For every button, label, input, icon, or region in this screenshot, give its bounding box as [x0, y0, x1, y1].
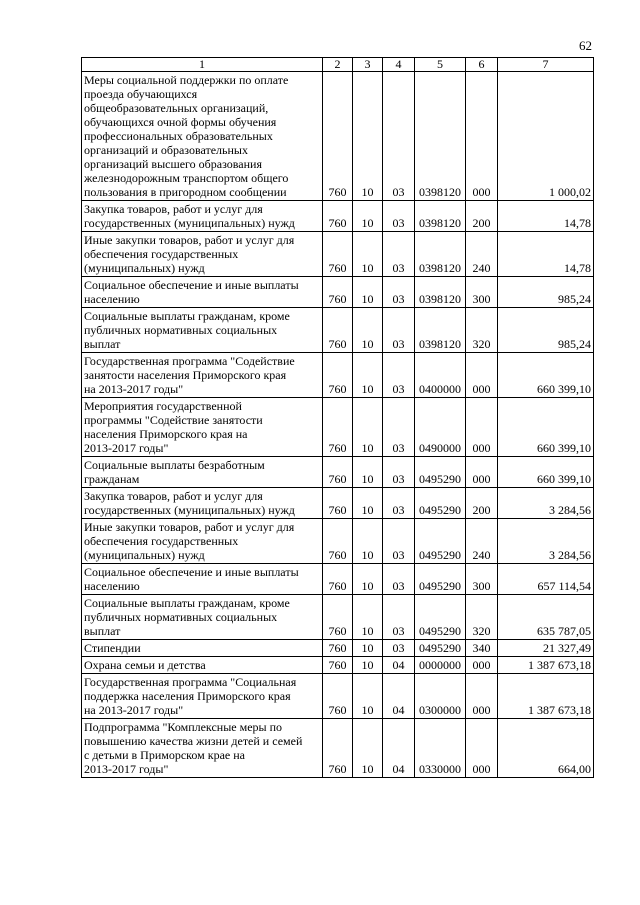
row-code-5: 0495290	[415, 564, 466, 595]
row-name: Социальные выплаты гражданам, кроме публичных нормативных социальных выплат	[82, 595, 323, 640]
row-code-5: 0495290	[415, 519, 466, 564]
row-amount: 660 399,10	[498, 457, 594, 488]
row-code-4: 03	[383, 277, 415, 308]
row-amount: 14,78	[498, 232, 594, 277]
row-code-2: 760	[323, 595, 353, 640]
row-code-4: 04	[383, 674, 415, 719]
row-name: Закупка товаров, работ и услуг для государственных (муниципальных) нужд	[82, 201, 323, 232]
header-col-5: 5	[415, 58, 466, 72]
row-code-2: 760	[323, 657, 353, 674]
row-code-5: 0398120	[415, 72, 466, 201]
row-code-3: 10	[353, 657, 383, 674]
table-row	[82, 398, 594, 457]
table-row	[82, 232, 594, 277]
table-row	[82, 201, 594, 232]
page-number: 62	[579, 38, 592, 53]
row-amount: 664,00	[498, 719, 594, 778]
table-row	[82, 353, 594, 398]
row-code-2: 760	[323, 232, 353, 277]
header-col-6: 6	[466, 58, 498, 72]
row-code-4: 03	[383, 519, 415, 564]
row-code-3: 10	[353, 277, 383, 308]
row-amount: 985,24	[498, 308, 594, 353]
row-code-3: 10	[353, 232, 383, 277]
header-col-7: 7	[498, 58, 594, 72]
row-code-6: 000	[466, 657, 498, 674]
row-code-2: 760	[323, 719, 353, 778]
header-col-1: 1	[82, 58, 323, 72]
row-code-4: 03	[383, 72, 415, 201]
table-row	[82, 277, 594, 308]
row-code-2: 760	[323, 277, 353, 308]
row-name: Подпрограмма "Комплексные меры по повышению качества жизни детей и семей с детьми в Приморском крае на 2013-2017 годы"	[82, 719, 323, 778]
table-row	[82, 488, 594, 519]
row-name: Меры социальной поддержки по оплате проезда обучающихся общеобразовательных организаций, обучающихся очной формы обучения профессиональных образовательных организаций и образовательных организаций высшего образования железнодорожным транспортом общего пользования в пригородном сообщении	[82, 72, 323, 201]
row-code-6: 320	[466, 595, 498, 640]
header-col-4: 4	[383, 58, 415, 72]
row-code-5: 0495290	[415, 457, 466, 488]
budget-table	[81, 57, 594, 778]
row-code-4: 04	[383, 719, 415, 778]
table-row	[82, 457, 594, 488]
row-code-5: 0000000	[415, 657, 466, 674]
table-row	[82, 595, 594, 640]
row-code-4: 03	[383, 488, 415, 519]
row-amount: 3 284,56	[498, 488, 594, 519]
row-code-6: 200	[466, 488, 498, 519]
row-code-6: 000	[466, 457, 498, 488]
row-code-4: 03	[383, 201, 415, 232]
table-row	[82, 519, 594, 564]
row-code-2: 760	[323, 353, 353, 398]
table-row	[82, 657, 594, 674]
table-body	[82, 72, 594, 778]
row-code-2: 760	[323, 72, 353, 201]
table-row	[82, 72, 594, 201]
row-code-6: 000	[466, 398, 498, 457]
row-code-6: 000	[466, 719, 498, 778]
header-col-3: 3	[353, 58, 383, 72]
row-amount: 660 399,10	[498, 353, 594, 398]
row-name: Иные закупки товаров, работ и услуг для обеспечения государственных (муниципальных) нужд	[82, 519, 323, 564]
row-code-5: 0495290	[415, 595, 466, 640]
row-code-3: 10	[353, 72, 383, 201]
row-code-6: 300	[466, 564, 498, 595]
row-code-6: 240	[466, 519, 498, 564]
table-row	[82, 640, 594, 657]
table-row	[82, 564, 594, 595]
row-code-6: 240	[466, 232, 498, 277]
row-code-6: 000	[466, 353, 498, 398]
row-code-5: 0495290	[415, 488, 466, 519]
row-code-6: 300	[466, 277, 498, 308]
row-code-3: 10	[353, 353, 383, 398]
row-code-5: 0398120	[415, 201, 466, 232]
row-code-4: 03	[383, 232, 415, 277]
row-name: Государственная программа "Социальная поддержка населения Приморского края на 2013-2017 годы"	[82, 674, 323, 719]
row-code-2: 760	[323, 398, 353, 457]
row-code-5: 0398120	[415, 277, 466, 308]
row-name: Закупка товаров, работ и услуг для государственных (муниципальных) нужд	[82, 488, 323, 519]
row-code-4: 03	[383, 564, 415, 595]
row-name: Социальное обеспечение и иные выплаты населению	[82, 564, 323, 595]
table-row	[82, 308, 594, 353]
row-amount: 635 787,05	[498, 595, 594, 640]
row-amount: 3 284,56	[498, 519, 594, 564]
row-code-2: 760	[323, 488, 353, 519]
row-code-5: 0400000	[415, 353, 466, 398]
row-code-6: 000	[466, 674, 498, 719]
row-code-5: 0300000	[415, 674, 466, 719]
row-code-3: 10	[353, 457, 383, 488]
row-code-3: 10	[353, 719, 383, 778]
row-code-4: 03	[383, 640, 415, 657]
row-code-3: 10	[353, 519, 383, 564]
row-amount: 1 387 673,18	[498, 657, 594, 674]
row-amount: 660 399,10	[498, 398, 594, 457]
row-code-3: 10	[353, 674, 383, 719]
row-code-3: 10	[353, 201, 383, 232]
header-col-2: 2	[323, 58, 353, 72]
row-amount: 657 114,54	[498, 564, 594, 595]
row-code-3: 10	[353, 595, 383, 640]
row-code-4: 04	[383, 657, 415, 674]
row-amount: 14,78	[498, 201, 594, 232]
row-code-5: 0490000	[415, 398, 466, 457]
row-code-2: 760	[323, 519, 353, 564]
row-amount: 1 387 673,18	[498, 674, 594, 719]
row-code-4: 03	[383, 457, 415, 488]
row-name: Охрана семьи и детства	[82, 657, 323, 674]
row-code-5: 0398120	[415, 308, 466, 353]
table-row	[82, 719, 594, 778]
header-row	[82, 58, 594, 72]
row-code-6: 000	[466, 72, 498, 201]
row-amount: 21 327,49	[498, 640, 594, 657]
row-code-4: 03	[383, 595, 415, 640]
row-code-2: 760	[323, 564, 353, 595]
row-code-2: 760	[323, 640, 353, 657]
row-name: Социальные выплаты гражданам, кроме публичных нормативных социальных выплат	[82, 308, 323, 353]
row-code-2: 760	[323, 201, 353, 232]
row-code-3: 10	[353, 640, 383, 657]
row-amount: 1 000,02	[498, 72, 594, 201]
row-code-3: 10	[353, 308, 383, 353]
row-name: Мероприятия государственной программы "Содействие занятости населения Приморского края на 2013-2017 годы"	[82, 398, 323, 457]
row-code-6: 320	[466, 308, 498, 353]
row-code-5: 0495290	[415, 640, 466, 657]
row-code-4: 03	[383, 398, 415, 457]
row-code-2: 760	[323, 674, 353, 719]
row-code-5: 0330000	[415, 719, 466, 778]
row-code-2: 760	[323, 308, 353, 353]
row-name: Социальные выплаты безработным гражданам	[82, 457, 323, 488]
row-code-6: 200	[466, 201, 498, 232]
row-code-6: 340	[466, 640, 498, 657]
row-name: Государственная программа "Содействие занятости населения Приморского края на 2013-2017 годы"	[82, 353, 323, 398]
row-name: Иные закупки товаров, работ и услуг для обеспечения государственных (муниципальных) нужд	[82, 232, 323, 277]
row-code-3: 10	[353, 564, 383, 595]
row-code-2: 760	[323, 457, 353, 488]
table-row	[82, 674, 594, 719]
row-amount: 985,24	[498, 277, 594, 308]
row-code-4: 03	[383, 353, 415, 398]
row-name: Социальное обеспечение и иные выплаты населению	[82, 277, 323, 308]
row-code-3: 10	[353, 488, 383, 519]
row-code-3: 10	[353, 398, 383, 457]
row-code-4: 03	[383, 308, 415, 353]
row-code-5: 0398120	[415, 232, 466, 277]
row-name: Стипендии	[82, 640, 323, 657]
